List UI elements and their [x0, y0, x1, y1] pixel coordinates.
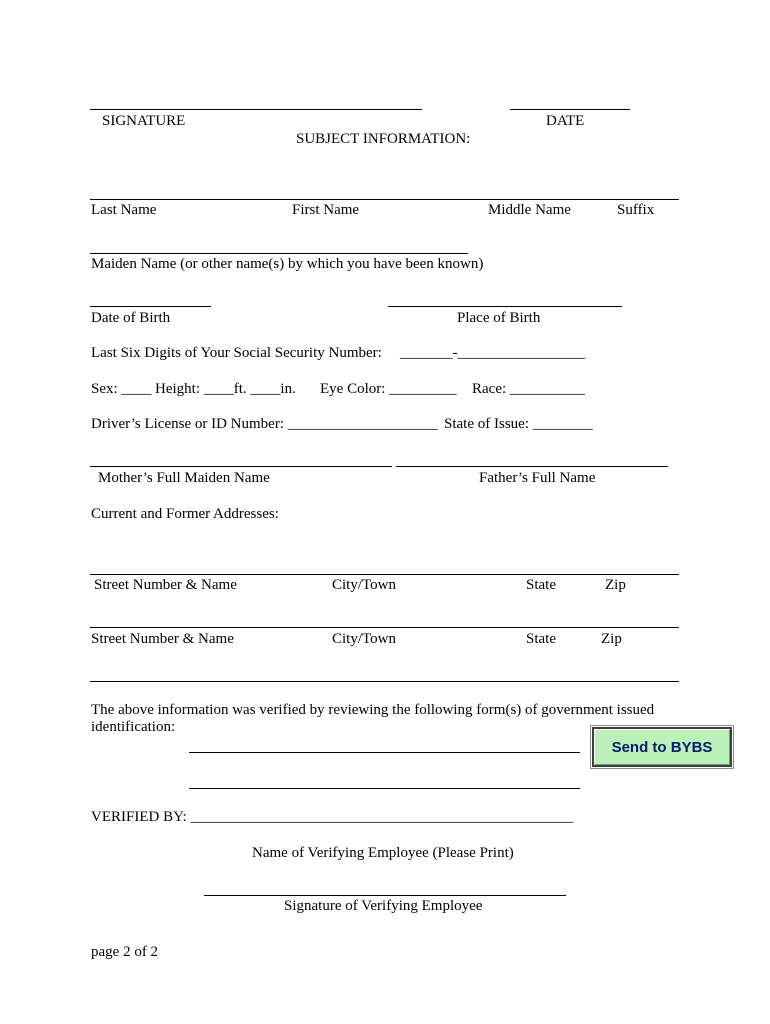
eye-color-field[interactable]: Eye Color: _________ [320, 381, 457, 397]
signature-line [90, 109, 422, 110]
address-line-2 [90, 627, 679, 628]
state-of-issue-field[interactable]: State of Issue: ________ [444, 416, 593, 432]
ssn-field[interactable]: _______-_________________ [400, 345, 585, 361]
employee-signature-line[interactable] [204, 895, 566, 896]
mother-name-line [90, 466, 392, 467]
race-field[interactable]: Race: __________ [472, 381, 585, 397]
address-line-1 [90, 574, 679, 575]
street-label: Street Number & Name [91, 631, 234, 647]
state-label: State [526, 631, 556, 647]
addresses-heading: Current and Former Addresses: [91, 506, 279, 522]
zip-label: Zip [601, 631, 622, 647]
ssn-label: Last Six Digits of Your Social Security Number: [91, 345, 382, 361]
employee-name-caption: Name of Verifying Employee (Please Print) [252, 845, 514, 861]
place-of-birth-line [388, 306, 622, 307]
state-label: State [526, 577, 556, 593]
last-name-label: Last Name [91, 202, 157, 218]
maiden-name-line [90, 253, 468, 254]
dob-line [90, 306, 211, 307]
verification-text-cont: identification: [91, 719, 176, 735]
id-form-line-1[interactable] [189, 752, 580, 753]
first-name-label: First Name [292, 202, 360, 218]
id-form-line-2[interactable] [189, 788, 580, 789]
employee-signature-caption: Signature of Verifying Employee [284, 898, 483, 914]
dob-label: Date of Birth [91, 310, 171, 326]
name-line [90, 199, 679, 200]
father-name-line [396, 466, 668, 467]
address-line-3 [90, 681, 679, 682]
subject-heading: SUBJECT INFORMATION: [296, 131, 471, 147]
father-name-label: Father’s Full Name [479, 470, 596, 486]
send-to-bybs-button[interactable]: Send to BYBS [592, 727, 732, 767]
date-line [510, 109, 630, 110]
place-of-birth-label: Place of Birth [457, 310, 541, 326]
height-field[interactable]: Height: ____ft. ____in. [155, 381, 296, 397]
page-number: page 2 of 2 [91, 944, 159, 960]
maiden-name-label: Maiden Name (or other name(s) by which you have been known) [91, 256, 484, 272]
date-label: DATE [546, 113, 585, 129]
city-label: City/Town [332, 631, 396, 647]
verified-by-field[interactable]: VERIFIED BY: ___________________________________________________ [91, 809, 573, 825]
zip-label: Zip [605, 577, 626, 593]
middle-name-label: Middle Name [488, 202, 571, 218]
verification-text: The above information was verified by reviewing the following form(s) of government issued [91, 702, 655, 718]
signature-label: SIGNATURE [102, 113, 186, 129]
city-label: City/Town [332, 577, 396, 593]
street-label: Street Number & Name [94, 577, 237, 593]
drivers-license-field[interactable]: Driver’s License or ID Number: ____________________ [91, 416, 438, 432]
suffix-label: Suffix [617, 202, 655, 218]
mother-name-label: Mother’s Full Maiden Name [98, 470, 270, 486]
sex-field[interactable]: Sex: ____ [91, 381, 152, 397]
